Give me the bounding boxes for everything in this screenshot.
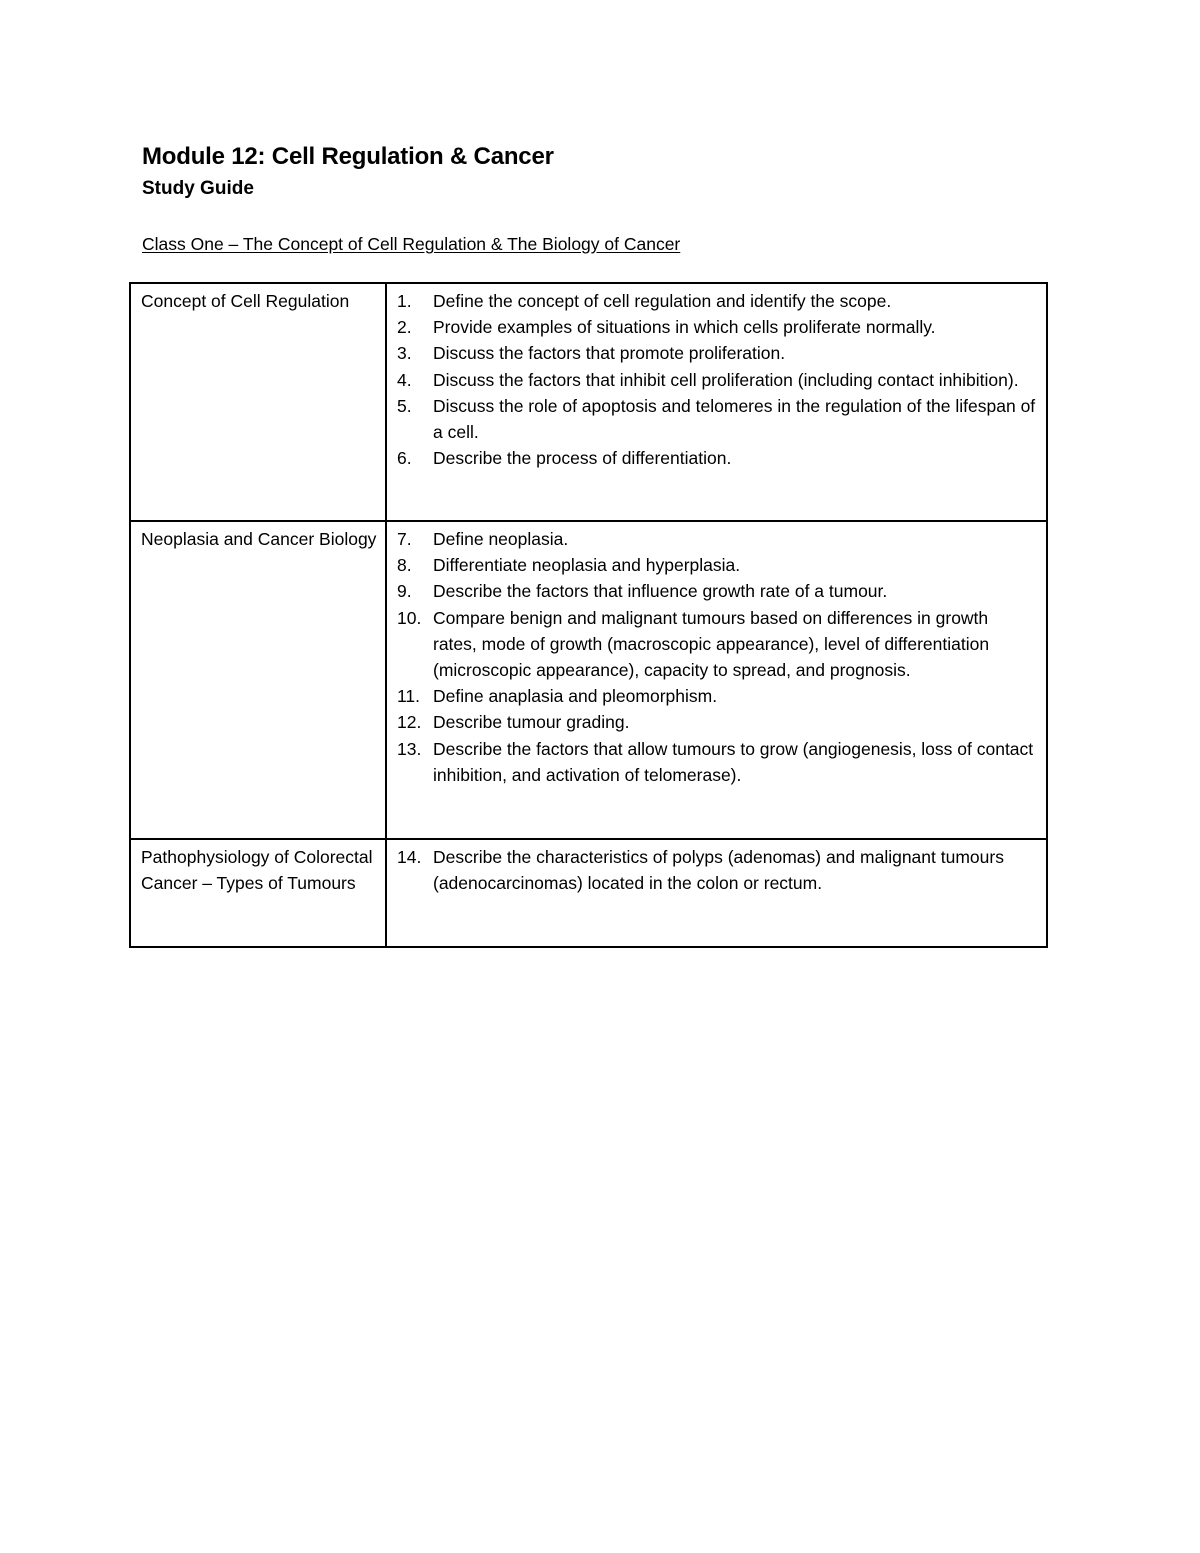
- list-item: [397, 314, 1036, 340]
- topic-cell: Pathophysiology of Colorectal Cancer – Types of Tumours: [130, 839, 386, 947]
- table-row: [130, 283, 1047, 521]
- item-number: 14.: [397, 847, 422, 867]
- item-number: 3.: [397, 343, 412, 364]
- list-item: [397, 578, 1036, 604]
- item-number: 7.: [397, 529, 412, 549]
- objectives-cell: [386, 521, 1047, 839]
- item-number: 8.: [397, 555, 412, 576]
- page-subtitle: Study Guide: [142, 178, 254, 199]
- objectives-list: [397, 288, 1036, 471]
- item-text: Describe the process of differentiation.: [433, 448, 732, 469]
- topic-cell: Neoplasia and Cancer Biology: [130, 521, 386, 839]
- item-text: Describe the factors that allow tumours to grow (angiogenesis, loss of contact inhibition, and activation of telomerase).: [433, 738, 1034, 785]
- item-text: Define anaplasia and pleomorphism.: [433, 686, 718, 707]
- item-number: 1.: [397, 291, 412, 311]
- item-number: 4.: [397, 369, 412, 390]
- list-item: [397, 552, 1036, 578]
- item-number: 9.: [397, 581, 412, 602]
- item-text: Provide examples of situations in which cells proliferate normally.: [433, 317, 936, 338]
- table-row: [130, 521, 1047, 839]
- list-item: [397, 709, 1036, 735]
- list-item: [397, 288, 1036, 314]
- item-text: Describe the factors that influence growth rate of a tumour.: [433, 581, 888, 602]
- list-item: [397, 736, 1036, 788]
- list-item: [397, 683, 1036, 709]
- list-item: [397, 340, 1036, 366]
- item-number: 5.: [397, 395, 412, 416]
- item-text: Discuss the role of apoptosis and telomeres in the regulation of the lifespan of a cell.: [433, 395, 1036, 443]
- item-text: Define neoplasia.: [433, 529, 569, 549]
- list-item: [397, 367, 1036, 393]
- study-guide-table: [129, 282, 1048, 948]
- list-item: [397, 393, 1036, 445]
- item-number: 13.: [397, 738, 422, 759]
- table-row: [130, 839, 1047, 947]
- item-text: Define the concept of cell regulation and identify the scope.: [433, 291, 892, 311]
- item-number: 12.: [397, 712, 422, 733]
- item-text: Describe the characteristics of polyps (adenomas) and malignant tumours (adenocarcinomas) located in the colon or rectum.: [433, 847, 1004, 894]
- objectives-list: [397, 844, 1036, 896]
- topic-cell: Concept of Cell Regulation: [130, 283, 386, 521]
- item-number: 2.: [397, 317, 412, 338]
- item-number: 11.: [397, 686, 421, 707]
- objectives-cell: [386, 839, 1047, 947]
- objectives-cell: [386, 283, 1047, 521]
- item-number: 6.: [397, 448, 412, 469]
- item-text: Differentiate neoplasia and hyperplasia.: [433, 555, 741, 576]
- item-text: Discuss the factors that inhibit cell proliferation (including contact inhibition).: [433, 369, 1019, 390]
- item-text: Discuss the factors that promote proliferation.: [433, 343, 786, 364]
- item-number: 10.: [397, 607, 422, 628]
- list-item: [397, 526, 1036, 552]
- item-text: Describe tumour grading.: [433, 712, 630, 733]
- list-item: [397, 445, 1036, 471]
- item-text: Compare benign and malignant tumours based on differences in growth rates, mode of growth (macroscopic appearance), level of differentiation (microscopic appearance), capacity to spread, and prognosis.: [433, 607, 990, 681]
- page-title: Module 12: Cell Regulation & Cancer: [142, 143, 554, 170]
- list-item: [397, 844, 1036, 896]
- class-heading: Class One – The Concept of Cell Regulation & The Biology of Cancer: [142, 234, 681, 254]
- objectives-list: [397, 526, 1036, 788]
- list-item: [397, 605, 1036, 684]
